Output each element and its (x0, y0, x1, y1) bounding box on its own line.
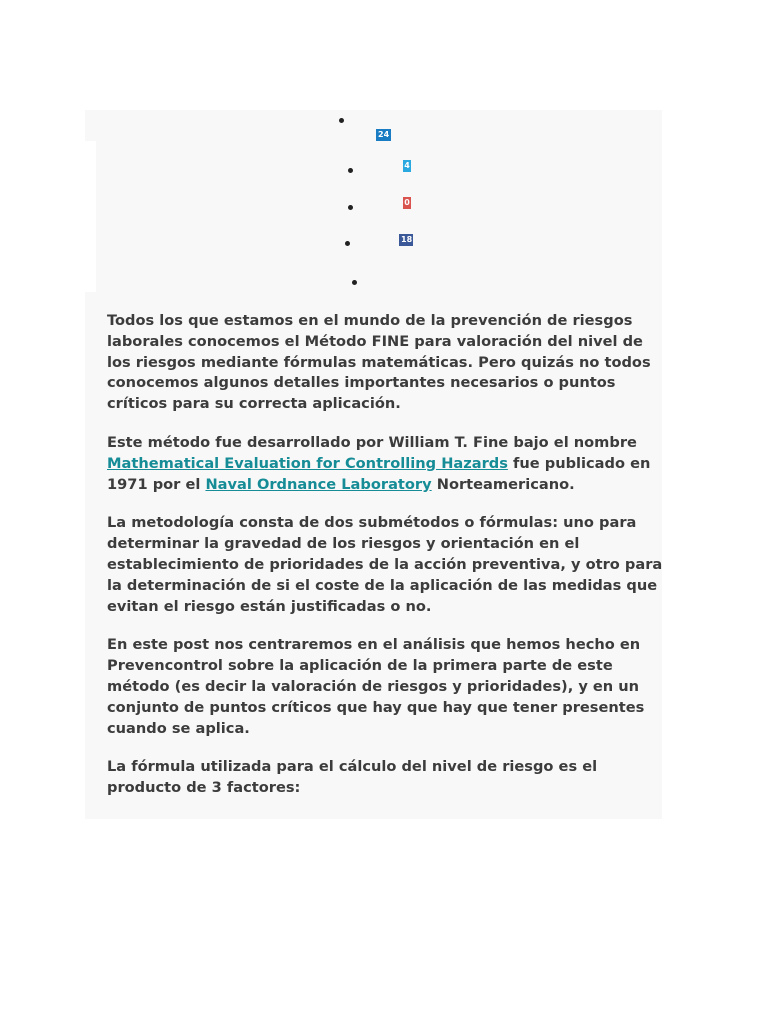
article-body (107, 311, 663, 817)
paragraph-origin (107, 433, 663, 495)
paragraph-methodology: La metodología consta de dos submétodos o fórmulas: uno para determinar la gravedad de los riesgos y orientación en el establecimiento de prioridades de la acción preventiva, y otro para la determinación de si el coste de la aplicación de las medidas que evitan el riesgo están justificadas o no. (107, 514, 663, 615)
paragraph-intro: Todos los que estamos en el mundo de la prevención de riesgos laborales conocemos el Método FINE para valoración del nivel de los riesgos mediante fórmulas matemáticas. Pero quizás no todos conocemos algunos detalles importantes necesarios o puntos críticos para su correcta aplicación. (107, 312, 651, 413)
share-bullet-5 (352, 280, 357, 285)
origin-text-start: Este método fue desarrollado por William T. Fine bajo el nombre (107, 433, 637, 451)
paragraph-formula: La fórmula utilizada para el cálculo del nivel de riesgo es el producto de 3 factores: (107, 758, 598, 797)
share-bullet-1 (339, 118, 344, 123)
share-bullet-2 (348, 168, 353, 173)
mathematical-evaluation-link[interactable]: Mathematical Evaluation for Controlling Hazards (107, 454, 508, 472)
naval-ordnance-laboratory-link[interactable]: Naval Ordnance Laboratory (205, 475, 432, 493)
panel-notch (85, 141, 96, 292)
share-count-badge-4[interactable]: 18 (401, 235, 413, 244)
share-count-badge-1[interactable]: 24 (378, 130, 390, 139)
share-bullet-3 (348, 205, 353, 210)
paragraph-post-focus: En este post nos centraremos en el análisis que hemos hecho en Prevencontrol sobre la aplicación de la primera parte de este método (es decir la valoración de riesgos y prioridades), y en un conjunto de puntos críticos que hay que hay que tener presentes cuando se aplica. (107, 636, 645, 737)
share-bullet-4 (345, 241, 350, 246)
origin-text-middle: fue publicado en 1971 por el (107, 454, 651, 493)
origin-text-end: Norteamericano. (436, 475, 575, 493)
share-count-badge-2[interactable]: 4 (404, 161, 410, 170)
share-count-badge-3[interactable]: 0 (404, 198, 410, 207)
